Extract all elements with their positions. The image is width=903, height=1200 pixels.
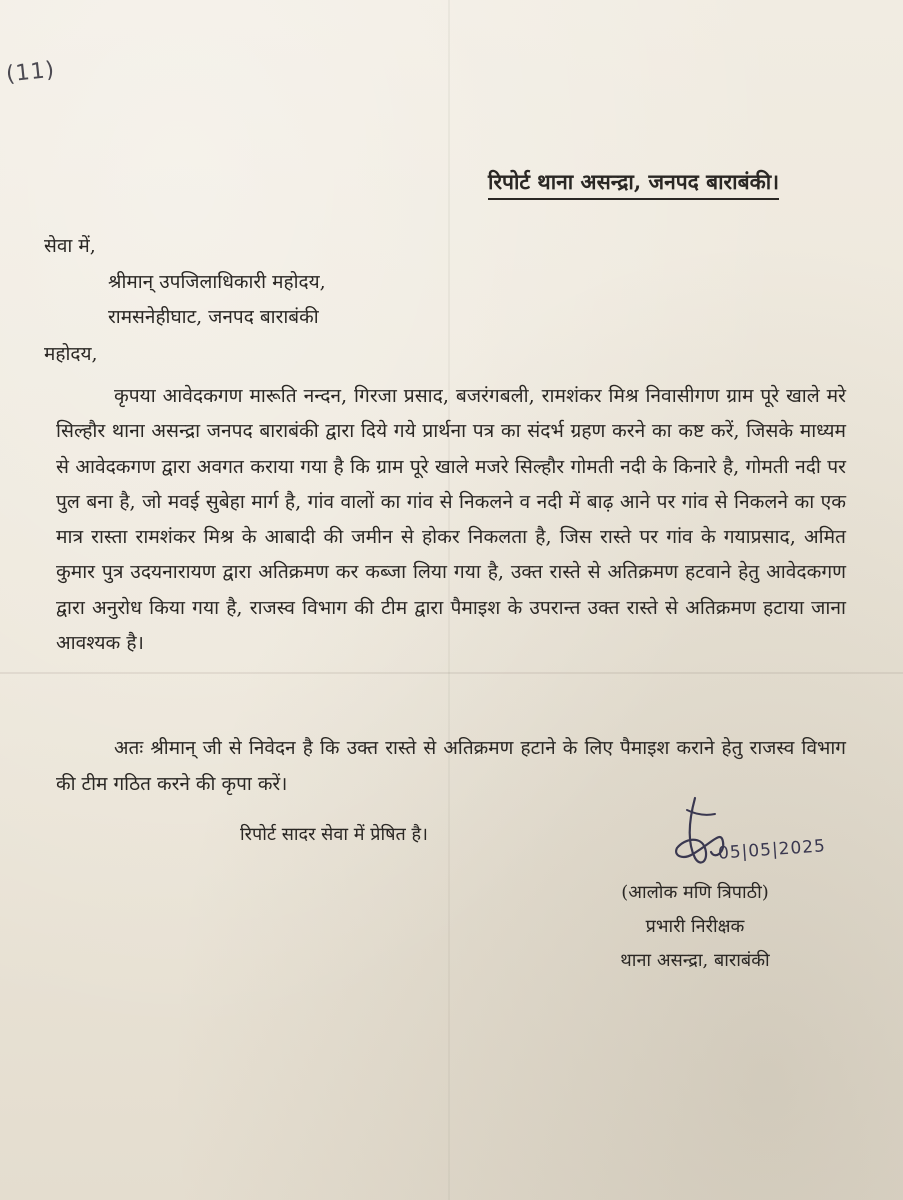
paper-fold-horizontal xyxy=(0,672,903,674)
page-number-handwritten: (11) xyxy=(4,57,57,88)
signatory-block xyxy=(590,876,800,978)
handwritten-signature xyxy=(665,790,865,880)
signature-date: 05|05|2025 xyxy=(717,836,827,864)
closing-line: रिपोर्ट सादर सेवा में प्रेषित है। xyxy=(240,824,428,845)
salutation: महोदय, xyxy=(44,343,98,365)
address-line-2: श्रीमान् उपजिलाधिकारी महोदय, xyxy=(108,271,326,293)
signatory-station: थाना असन्द्रा, बाराबंकी xyxy=(620,950,770,971)
report-heading: रिपोर्ट थाना असन्द्रा, जनपद बाराबंकी। xyxy=(488,168,779,200)
signatory-name: (आलोक मणि त्रिपाठी) xyxy=(621,882,769,903)
body-paragraph: कृपया आवेदकगण मारूति नन्दन, गिरजा प्रसाद, बजरंगबली, रामशंकर मिश्र निवासीगण ग्राम पूरे खाले मरे सिल्हौर थाना असन्द्रा जनपद बाराबंकी द्वारा दिये गये प्रार्थना पत्र का संदर्भ ग्रहण करने का कष्ट करें, जिसके माध्यम से आवेदकगण द्वारा अवगत कराया गया है कि ग्राम पूरे खाले मजरे सिल्हौर गोमती नदी के किनारे है, गोमती नदी पर पुल बना है, जो मवई सुबेहा मार्ग है, गांव वालों का गांव से निकलने व नदी में बाढ़ आने पर गांव से निकलने का एक मात्र रास्ता रामशंकर मिश्र के आबादी की जमीन से होकर निकलता है, जिस रास्ते पर गांव के गयाप्रसाद, अमित कुमार पुत्र उदयनारायण द्वारा अतिक्रमण कर कब्जा लिया गया है, उक्त रास्ते से अतिक्रमण हटवाने हेतु आवेदकगण द्वारा अनुरोध किया गया है, राजस्व विभाग की टीम द्वारा पैमाइश के उपरान्त उक्त रास्ते से अतिक्रमण हटाया जाना आवश्यक है। xyxy=(56,384,846,655)
request-paragraph: अतः श्रीमान् जी से निवेदन है कि उक्त रास्ते से अतिक्रमण हटाने के लिए पैमाइश कराने हेतु राजस्व विभाग की टीम गठित करने की कृपा करें। xyxy=(56,737,846,795)
signatory-designation: प्रभारी निरीक्षक xyxy=(645,916,745,937)
address-line-3: रामसनेहीघाट, जनपद बाराबंकी xyxy=(108,306,319,328)
address-line-1: सेवा में, xyxy=(44,235,96,257)
